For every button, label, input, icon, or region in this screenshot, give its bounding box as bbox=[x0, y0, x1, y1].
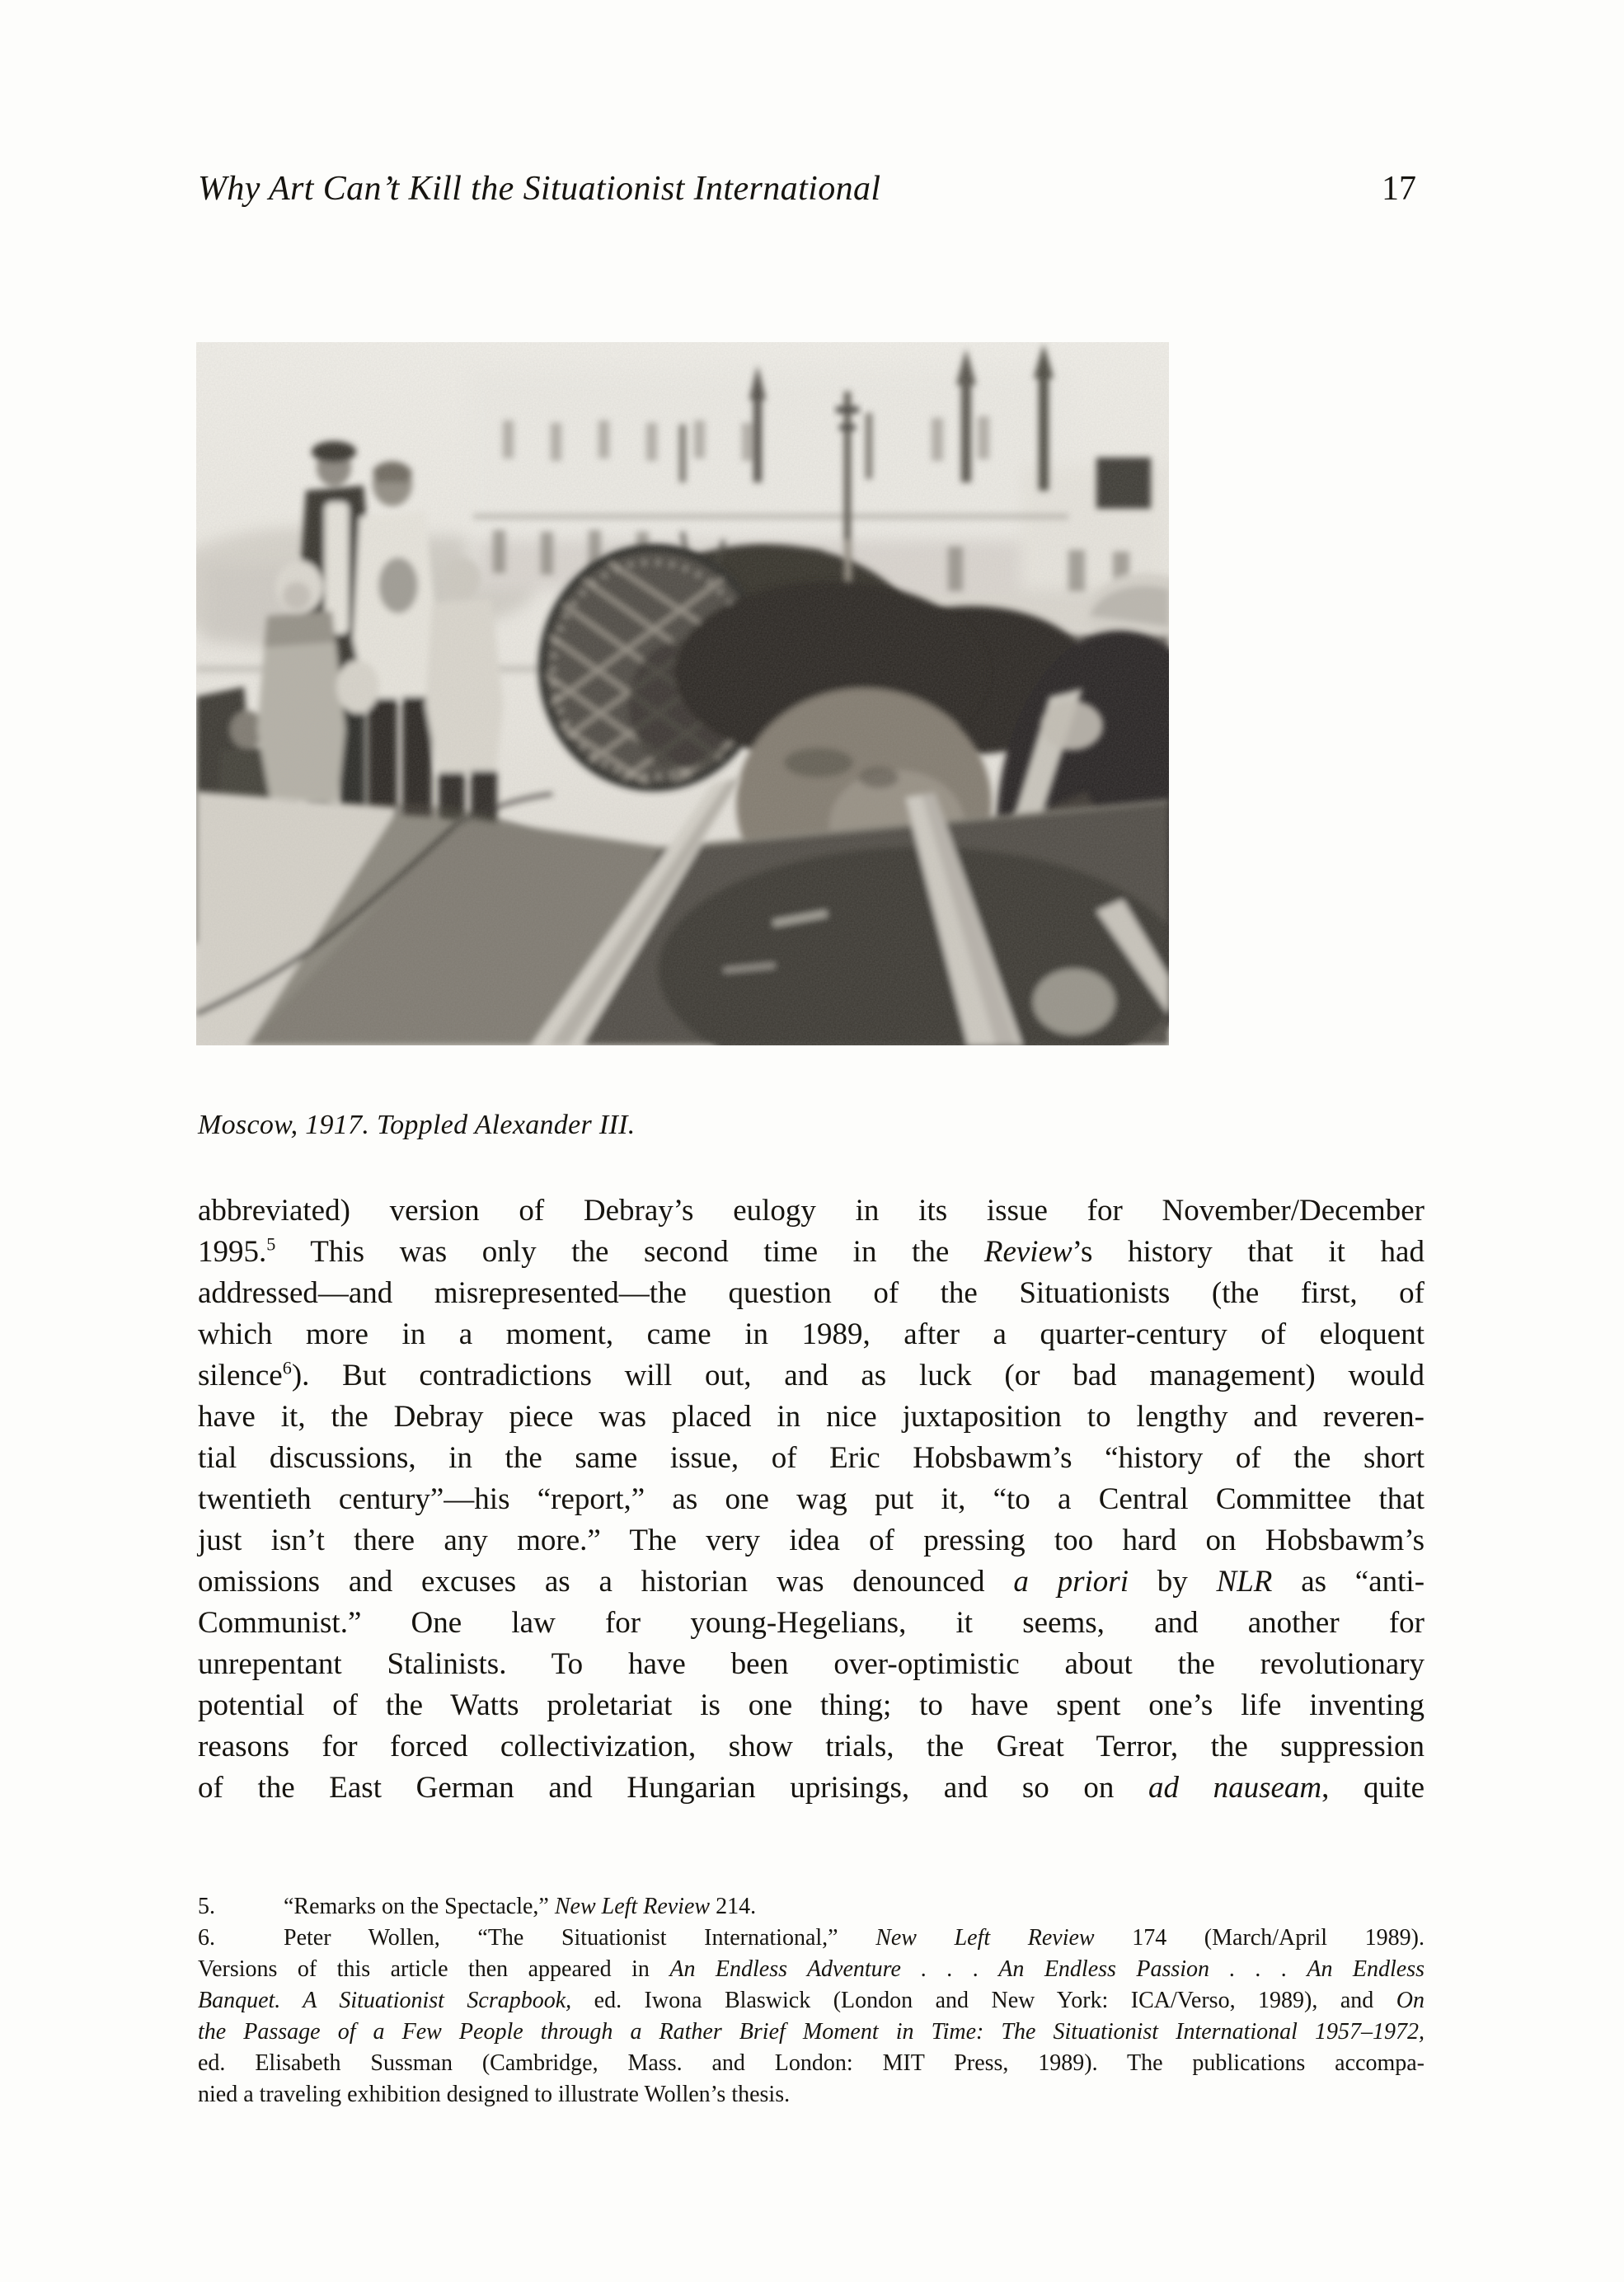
text-segment: On bbox=[1396, 1988, 1425, 2013]
body-line bbox=[198, 1273, 1425, 1314]
body-line bbox=[198, 1190, 1425, 1232]
text-segment: the Passage of a Few People through a Rather Brief Moment in Time: The Situationist International 1957–1972, bbox=[198, 2019, 1425, 2045]
text-segment: An Endless Adventure . . . An Endless Passion . . . An Endless bbox=[669, 1956, 1425, 1982]
text-segment: which more in a moment, came in 1989, after a quarter-century of eloquent bbox=[198, 1317, 1425, 1351]
body-text bbox=[198, 1190, 1425, 1809]
footnote-line bbox=[198, 1923, 1425, 1954]
text-segment: “Remarks on the Spectacle,” bbox=[284, 1894, 555, 1919]
body-line bbox=[198, 1438, 1425, 1479]
body-line bbox=[198, 1603, 1425, 1644]
body-line bbox=[198, 1479, 1425, 1520]
text-segment: addressed—and misrepresented—the question of the Situationists (the first, of bbox=[198, 1276, 1425, 1310]
text-segment: ed. Iwona Blaswick (London and New York: ICA/Verso, 1989), and bbox=[571, 1988, 1396, 2013]
body-line bbox=[198, 1561, 1425, 1603]
text-segment: NLR bbox=[1216, 1565, 1273, 1599]
text-segment: reasons for forced collectivization, show trials, the Great Terror, the suppression bbox=[198, 1730, 1425, 1763]
text-segment: 1995. bbox=[198, 1235, 267, 1269]
text-segment: omissions and excuses as a historian was denounced bbox=[198, 1565, 1014, 1599]
text-segment: ’s history that it had bbox=[1072, 1235, 1425, 1269]
footnote-line bbox=[198, 2017, 1425, 2048]
text-segment: abbreviated) version of Debray’s eulogy in its issue for November/December bbox=[198, 1194, 1425, 1228]
text-segment: ). But contradictions will out, and as luck (or bad management) would bbox=[291, 1359, 1425, 1392]
text-segment: unrepentant Stalinists. To have been over-optimistic about the revolutionary bbox=[198, 1647, 1425, 1681]
footnote-line bbox=[198, 2048, 1425, 2079]
footnote-line bbox=[198, 2079, 1425, 2111]
text-segment: New Left Review bbox=[875, 1925, 1095, 1951]
body-line bbox=[198, 1397, 1425, 1438]
text-segment: twentieth century”—his “report,” as one wag put it, “to a Central Committee that bbox=[198, 1482, 1425, 1516]
text-segment: 174 (March/April 1989). bbox=[1094, 1925, 1425, 1951]
photo-toppled-alexander-iii bbox=[196, 342, 1169, 1045]
text-segment: tial discussions, in the same issue, of Eric Hobsbawm’s “history of the short bbox=[198, 1441, 1425, 1475]
footnote-line bbox=[198, 1891, 1425, 1923]
text-segment: as “anti- bbox=[1272, 1565, 1425, 1599]
footnotes bbox=[198, 1891, 1425, 2111]
text-segment: Peter Wollen, “The Situationist International,” bbox=[284, 1925, 876, 1951]
text-segment: Versions of this article then appeared in bbox=[198, 1956, 670, 1982]
text-segment: by bbox=[1128, 1565, 1217, 1599]
body-line bbox=[198, 1520, 1425, 1561]
text-segment: have it, the Debray piece was placed in nice juxtaposition to lengthy and reveren- bbox=[198, 1400, 1425, 1434]
text-segment: a priori bbox=[1013, 1565, 1129, 1599]
footnote-reference: 5 bbox=[266, 1233, 276, 1255]
text-segment: Banquet. A Situationist Scrapbook, bbox=[198, 1988, 572, 2013]
text-segment: nied a traveling exhibition designed to illustrate Wollen’s thesis. bbox=[198, 2082, 791, 2107]
body-line bbox=[198, 1314, 1425, 1355]
text-segment: potential of the Watts proletariat is one thing; to have spent one’s life inventing bbox=[198, 1688, 1425, 1722]
text-segment: ad nauseam bbox=[1148, 1771, 1322, 1805]
photo-image bbox=[196, 342, 1169, 1045]
photo-grain-overlay bbox=[196, 342, 1169, 1045]
text-segment: silence bbox=[198, 1359, 283, 1392]
footnote-number: 6. bbox=[198, 1925, 215, 1951]
text-segment: 214. bbox=[710, 1894, 757, 1919]
text-segment: ed. Elisabeth Sussman (Cambridge, Mass. and London: MIT Press, 1989). The publications accompa- bbox=[198, 2050, 1425, 2076]
text-segment: just isn’t there any more.” The very idea of pressing too hard on Hobsbawm’s bbox=[198, 1524, 1425, 1557]
running-head bbox=[198, 170, 1416, 208]
text-segment: of the East German and Hungarian uprisings, and so on bbox=[198, 1771, 1148, 1805]
body-line bbox=[198, 1355, 1425, 1397]
text-segment: New Left Review bbox=[554, 1894, 711, 1919]
body-line bbox=[198, 1232, 1425, 1273]
text-segment: , quite bbox=[1321, 1771, 1425, 1805]
text-segment: Communist.” One law for young-Hegelians, it seems, and another for bbox=[198, 1606, 1425, 1640]
body-line bbox=[198, 1726, 1425, 1768]
body-line bbox=[198, 1685, 1425, 1726]
body-line bbox=[198, 1768, 1425, 1809]
body-line bbox=[198, 1644, 1425, 1685]
text-segment: This was only the second time in the bbox=[275, 1235, 984, 1269]
text-segment: Review bbox=[983, 1235, 1072, 1269]
running-head-title: Why Art Can’t Kill the Situationist International bbox=[198, 170, 881, 208]
footnote-line bbox=[198, 1954, 1425, 1985]
page-number: 17 bbox=[1382, 170, 1416, 208]
photo-caption: Moscow, 1917. Toppled Alexander III. bbox=[198, 1110, 636, 1140]
footnote-number: 5. bbox=[198, 1894, 215, 1919]
footnote-reference: 6 bbox=[282, 1357, 292, 1378]
footnote-line bbox=[198, 1985, 1425, 2017]
